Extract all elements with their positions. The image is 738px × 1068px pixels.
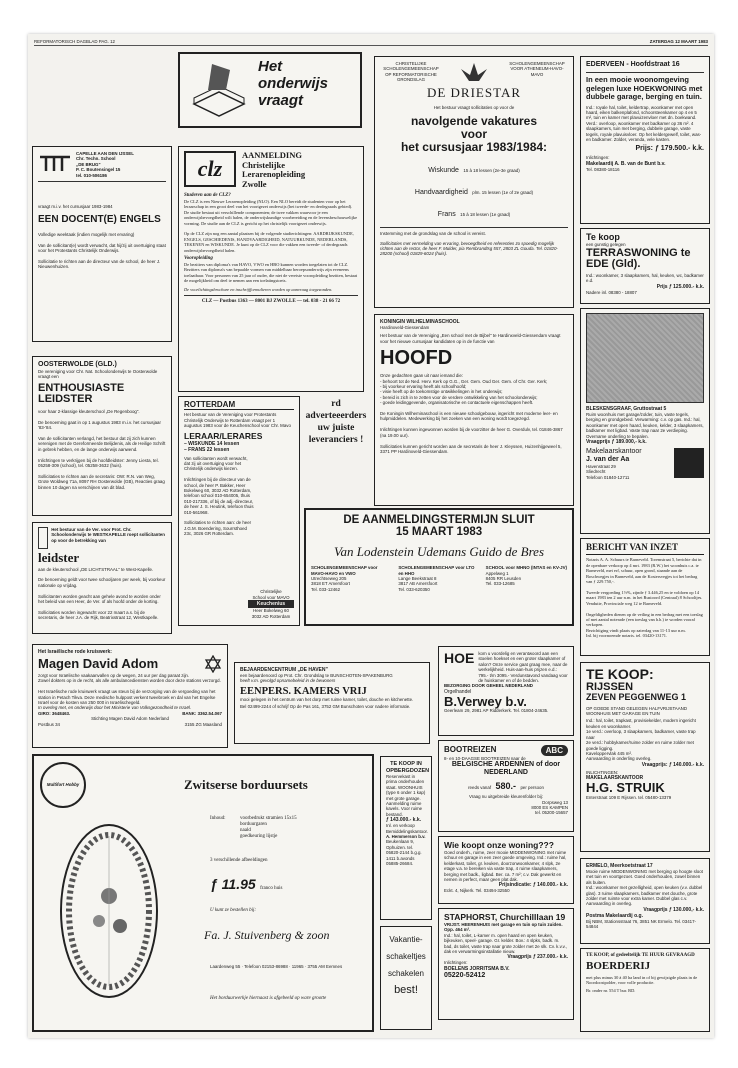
vacancy-frans: Frans bbox=[437, 211, 456, 219]
clz-sub2: Vooropleiding bbox=[184, 256, 213, 262]
rijssen-place: RIJSSEN bbox=[586, 680, 634, 693]
adverteerders-text: rd adverteeerders uw juiste leveranciers ! bbox=[305, 399, 367, 445]
onderwijs-title: Het onderwijs vraagt bbox=[258, 58, 329, 109]
rijssen-price: Vraagprijs: ƒ 140.000.- k.k. bbox=[641, 761, 704, 768]
driestar-logo: DE DRIESTAR bbox=[426, 85, 522, 100]
multifort-inhoud: voorbedrukt stramien 15x15 borduurgaren naald goedkeuring lijstje bbox=[240, 816, 297, 839]
staphorst-body: Ind.: hal, toilet, L-kamer m. open haard en open keuken, bijkeuken, speel- garage. Gr. kelder. Bov.: 4 slpks, badk. m. bad, ds toilet, vaste trap naar grote zolder met 2e slk. Cv. k.v.v., dak en verwarmingsinstallatie nieuw. bbox=[444, 932, 567, 954]
adverteerders-filler bbox=[304, 398, 368, 498]
haven-body: mooi gelegen in het centrum van het dorp met ruime kamer, toilet, douche en kitchenette. bbox=[240, 696, 414, 702]
bleskensgraaf-address: Havenstraat 29 Sliedrecht Telefoon 01840-12711 bbox=[586, 464, 630, 480]
clz-sub: Studeren aan de CLZ? bbox=[184, 193, 231, 198]
ermelo-body: Mooie ruime MIDDENWONING met berging op hoogte sloot met tuin en voortgezoet. Goed onderhouden, zowel binnen als buiten. Ind.: woonkamer met gezelligheid, open keuken (v.v. dubbel glas). 3 ruime slaapkamers, badkamer met douche, grote zolder met ruimte voor extra kamer. Dubbel glas c.v. Aanvaarding in overleg. bbox=[586, 869, 703, 907]
magen-headline: Magen David Adom bbox=[38, 656, 159, 672]
book-illustration bbox=[190, 60, 248, 118]
wie-koopt-body: Goed onderh., ruime, zeer mooie MIDDENWONING met ruime schuur en garage in een zeer goede omgeving. Ind.: ruime hal, kelderkast, toilet, gr. keuken, doorzonwoonkamer, 4 slpk, 2e etage v.a. te bereiken via vaste trap, 4 ruime slaapkamers, berging met badk., ligbad. Ber. ca. 7 m²; c.v. Dak gewerkt en nemen in perfect, maar geen plat dak. bbox=[444, 849, 567, 882]
terras-body: Ind.: woonkamer, 3 slaapkamers, hal, keuken, wc, badkamer e.d. bbox=[586, 272, 704, 284]
header-left: REFORMATORISCH DAGBLAD PAG. 12 bbox=[34, 39, 115, 44]
driestar-intro: Het bestuur vraagt sollicitaties op voor de bbox=[433, 105, 515, 110]
staphorst-contact: BOELENS JORRITSMA B.V. bbox=[444, 965, 510, 972]
multifort-addr: Laardenweg 55 · Telefoon 02153-86988 · 11965 · 3755 AM Eemnes bbox=[210, 964, 343, 969]
ederveen-place: EDERVEEN - Hoofdstraat 16 bbox=[586, 61, 680, 68]
haven-has: heeft v.m. gevolgd opnamebeleid in de bewoners bbox=[240, 678, 336, 684]
wilhelmina-intro: Het bestuur van de Vereniging „Een school met de Bijbel" te Hardinxveld-Giessendam vraagt voor het nieuwe cursusjaar kandidaten op in de functie van bbox=[380, 333, 561, 344]
bootreizen-note: Vraag nu uitgebreide kleurenfolder bij: bbox=[468, 794, 544, 800]
rotterdam-ad bbox=[178, 396, 300, 626]
verwey-addr: Geerleam 29, 2981 AP Ridderkerk. Tel. 01804-24635. bbox=[444, 708, 549, 714]
staphorst-contact-label: Inlichtingen: bbox=[444, 960, 468, 966]
bleskensgraaf-price: Vraagprijs ƒ 189.000,- k.k. bbox=[586, 439, 647, 446]
driestar-vacancies: Wiskunde 15 à 18 lessen (2e-3e graad) Handvaardigheid plm. 15 lessen (1e of 2e graad) Frans 15 à 18 lessen (1e graad) bbox=[414, 167, 534, 219]
staphorst-tel: 05220-52412 bbox=[444, 971, 486, 979]
rijssen-address: ZEVEN PEGGENWEG 1 bbox=[586, 692, 687, 703]
book-icon bbox=[190, 60, 248, 118]
lodenstein-ad bbox=[304, 508, 574, 626]
leidster-headline: leidster bbox=[38, 550, 80, 565]
aanmelding-script: Van Lodenstein Udemans Guido de Bres bbox=[333, 544, 545, 560]
verwey-ad bbox=[438, 646, 574, 736]
multifort-signature: Fa. J. Stuivenberg & zoon bbox=[204, 928, 330, 942]
capelle-body: Volledige weektaak (indien mogelijk met ervaring) Van de sollicitant(e) wordt verwacht, dat hij/zij uit overtuiging staat voor het Protestants Christelijk Onderwijs. Sollicitatie te richten aan de directeur van de school, de heer J. Nieuwenhuizen. bbox=[38, 231, 166, 270]
capelle-intro: vraagt m.i.v. het cursusjaar 1983-1984 bbox=[38, 204, 113, 210]
wilhelmina-ad bbox=[374, 314, 574, 506]
clz-header bbox=[184, 151, 358, 189]
vacancy-handvaardigheid: Handvaardigheid bbox=[414, 189, 468, 197]
vakantie-ad bbox=[380, 926, 432, 1030]
boerderij-headline: BOERDERIJ bbox=[586, 960, 651, 972]
boerderij-intro: TE KOOP, of gedeeltelijk TE HUUR GEVRAAGD bbox=[586, 953, 695, 958]
oosterwolde-headline: ENTHOUSIASTE LEIDSTER bbox=[38, 381, 125, 406]
bleskensgraaf-agency-1: Makelaarskantoor bbox=[586, 448, 642, 456]
rijssen-body: Ind.: hal, toilet, trapkast, provisiekelder, modern ingericht keuken en woonkamer. 1e verd.: overloop, 3 slaapkamers, badkamer, vaste trap naar 2e verd.: hobbykamer/ruime zolder en ruime zolder met goede ligging. Kaveloppervlak 445 m². Aanvaarding in onderling overleg. bbox=[586, 718, 696, 762]
vakantie-text: Vakantie- schakeltjes schakelen best! bbox=[386, 935, 426, 996]
clz-ad bbox=[178, 146, 364, 392]
aanmelding-date: 15 MAART 1983 bbox=[395, 526, 483, 539]
haven-tel: Bel 02499-2244 of schrijf Op de Pas 161, 3752 GM Bunschoten voor nadere informatie. bbox=[240, 704, 411, 710]
multifort-logo: Multifort Hobby bbox=[40, 762, 86, 808]
staphorst-price: Vraagprijs ƒ 237.000.- k.k. bbox=[507, 954, 568, 961]
leidster-ad bbox=[32, 522, 172, 634]
rotterdam-line-1: – WISKUNDE 14 lessen bbox=[184, 440, 240, 447]
opbergdozen-price: ƒ 143.000.- k.k. bbox=[386, 817, 422, 824]
ederveen-headline: In een mooie woonomgeving gelegen luxe HOEKWONING met dubbele garage, berging en tuin. bbox=[586, 75, 703, 101]
multifort-count: 3 verschillende afbeeldingen bbox=[210, 858, 268, 863]
wie-koopt-price: Prijsindicatie: ƒ 140.000.- k.k. bbox=[498, 882, 568, 889]
terras-headline: TERRASWONING te EDE (Gld). bbox=[586, 246, 691, 271]
driestar-schools-right: SCHOLENGEMEENSCHAP VOOR ATHENEUM-HAVO-MAVO bbox=[509, 61, 565, 77]
house-photo bbox=[586, 313, 704, 403]
agency-logo-icon bbox=[674, 448, 704, 478]
onderwijs-vraagt-banner bbox=[178, 52, 362, 128]
oosterwolde-body: voor haar 2-klassige kleuterschool „De Regenboog". De benoeming gaat in op 1 augustus 1983 m.i.v. het cursusjaar '83-'84. Van de sollicitanten verlangd, het bestuur dat zij zich kunnen verenigen met de Gereformeerde Belijdenis, als de Heilige Schrift in gebrek hebben, en de lange onderwijs aanwend. Inlichtingen te verkrijgen bij de hoofdleidster: Jenny Liesta, tel. 05258-309 (school), tel. 05258-3632 (huis). Sollicitaties te richten aan de secretaris: OW: R.N. van Weg, Grote Woldweg 71a, 8097 RH Oosterwolde (GB), Reacties graag binnen 10 dagen na verschijnen van dit blad. bbox=[38, 408, 166, 490]
terras-tel: Nadere inl. 08380 - 18807 bbox=[586, 289, 637, 295]
verwey-headline: HOE bbox=[444, 650, 475, 666]
boerderij-ad bbox=[580, 948, 710, 1032]
clz-logo: clz bbox=[184, 151, 236, 187]
bericht-headline: BERICHT VAN INZET bbox=[586, 543, 704, 555]
school-1: SCHOLENGEMEENSCHAP voor MAVO-HAVO en VWO Utrechtseweg 205 3818 ET Amersfoort Tel. 033-12462 bbox=[311, 565, 378, 592]
driestar-headline-1: navolgende vakatures bbox=[410, 114, 538, 129]
aanmelding-schools bbox=[311, 565, 567, 592]
driestar-schools-left: CHRISTELIJKE SCHOLENGEMEENSCHAP OP REFORMATORISCHE GRONDSLAG bbox=[383, 61, 439, 83]
bootreizen-price: 580.- bbox=[495, 781, 517, 792]
bericht-body: Notaris A. A. Schuurs te Barneveld. Toremstraat 5, berichte dat in de openbare verkoop op 4 mrt. 1983 (R.W.) het woonhuis c.a. te Barneveld, met erf, schuur, open grond, staande aan de Boschwegjes in Barneveld, aan de Kostersvegjes tot het bedrag van ƒ 229.750,-. Tweede vergoeding 1½%, zijnde ƒ 3.446,25 en te voldoen op 14 maart 1983 ten 2 uur n.m. in het Rustoord (Centraal) 8 Schooltjes. Vendutie, Provinciale weg 12 te Barneveld. Ongeldigheden dienen op de veiling in een bedrag met een toeslag of met aantal noterade (een toeslag van h.h.) te worden vooraf verkopen. Bezichtiging vindt plaats op zaterdag van 11-13 uur n.m. Inl. bij voornoemde notaris. tel. 03420-13171. bbox=[586, 557, 703, 639]
embroidery-illustration bbox=[54, 816, 164, 1006]
capelle-ad bbox=[32, 146, 172, 342]
keuchenius-address: Heer Bokelweg 60 3032 AD Rotterdam bbox=[251, 608, 291, 619]
vacancy-wiskunde: Wiskunde bbox=[428, 167, 459, 175]
ederveen-body: Ind.: royale hal, toilet, keldertrap, woonkamer met open haard, eiken balkenplafond, schoorsteenkamer op 4 en 5 m², tuin en kamer met plavuizenvloer met dn. boekwand. Verd.: overloop, woonkamer met badkamer op 36 m². 4 slaapkamers, tuin met berging, dubbele garage, vaste tegels, royale plavuisvloer. Op het keldergewelf, toilet, was- en badkamer. Zolder, veranda, vele kasten. bbox=[586, 104, 702, 142]
bleskensgraaf-agency-block bbox=[586, 448, 704, 480]
header-right: ZATERDAG 12 MAART 1983 bbox=[649, 39, 708, 44]
driestar-headline-3: het cursusjaar 1983/1984: bbox=[400, 139, 548, 154]
wilhelmina-place: Hardinxveld-Giessendam bbox=[380, 325, 430, 330]
driestar-footer-2: Sollicitaties met vermelding van ervaring, bevoegdheid en referenties zo spoedig mogelijk richten aan de rector, de heer F. Mulder, pia Rembrandtsg 557, 2803 ZL Gouda. Tel. 01820-28200 (school) 01829-6024 (huis). bbox=[380, 240, 558, 257]
rijssen-contact-label: INLICHTINGEN: bbox=[586, 769, 619, 775]
star-of-david-icon bbox=[204, 655, 222, 673]
haven-title: BEJAARDENCENTRUM „DE HAVEN" bbox=[240, 667, 328, 673]
ederveen-tel: Tel. 08380-18116 bbox=[586, 166, 620, 172]
clz-footer: CLZ — Postbus 1363 — 8001 BJ ZWOLLE — tel. 038 - 21 66 72 bbox=[201, 299, 341, 305]
rotterdam-city: ROTTERDAM bbox=[184, 401, 294, 410]
driestar-ad bbox=[374, 56, 574, 308]
wilhelmina-headline: HOOFD bbox=[380, 347, 453, 370]
rijssen-agency: H.G. STRUIK bbox=[586, 780, 665, 796]
oosterwolde-intro: De vereniging voor Chr. Nat. Schoolonderwijs te Oosterwolde vraagt een bbox=[38, 369, 158, 380]
opbergdozen-headline: TE KOOP IN OPBERGDOZEN bbox=[386, 761, 430, 774]
clz-title: AANMELDING Christelijke Lerarenopleiding Zwolle bbox=[242, 150, 306, 189]
ederveen-contact: Makelaardij A. B. van de Bunt b.v. bbox=[586, 160, 666, 167]
boerderij-body: met plus minus 30 à 40 ha land in of bij gewijzigde plaats in de Noordoostpolder, voor volle productie. bbox=[586, 974, 698, 985]
capelle-headline: EEN DOCENT(E) ENGELS bbox=[38, 214, 161, 226]
staphorst-headline: STAPHORST, Churchilllaan 19 bbox=[444, 912, 566, 922]
rijssen-ad bbox=[580, 662, 710, 852]
rijssen-addr: Enterstraat 109 E Rijssen. tel. 05480-13379 bbox=[586, 794, 672, 800]
multifort-price-block: ƒ 11.95 franco huis bbox=[210, 876, 283, 892]
rotterdam-line-2: – FRANS 22 lessen bbox=[184, 446, 230, 453]
bootreizen-logo: ABC bbox=[541, 745, 568, 756]
ermelo-price: Vraagprijs ƒ 130.000,- k.k. bbox=[643, 906, 704, 913]
rijssen-tag: TE KOOP: bbox=[586, 666, 654, 682]
keuchenius-block bbox=[248, 589, 294, 619]
clz-body: De CLZ is een Nieuwe Lerarenopleiding (NLO). Een NLO bereidt de studenten voor op het leraarschap in een groot deel van het voortgezet onderwijs (het tweede- en derdegraads gebied). De studie bestaat uit verschillende componenten; de twee vakken waarvoor je een onderwijsbevoegdheid wilt halen, de onderwijskundige voorbereiding en de levensbeschouwelijke vorming. De studie aan de CLZ is gericht op het christelijk voortgezet onderwijs. Op de CLZ zijn nog een aantal plaatsen bij de volgende studierichtingen: AARDRIJKSKUNDE, ENGELS, GESCHIEDENIS, HANDVAARDIGHEID, NATUURKUNDE, NEDERLANDS, TEKENEN en WISKUNDE. Je kunt op de CLZ voor die vakken een tweede- of derdegraads onderwijsbevoegdheid halen. bbox=[184, 199, 358, 253]
magen-david-ad: Het Israëlische rode kruiswerk: Magen David Adom zorgt voor Israëlische vaakaanvallen op de wegen, 24 uur per dag paraat zijn. Zowel dokters op in de recht, als alle ambulancediensten worden door deze stations verzorgd. Het Israëlische rode kruiswerk vraagt uw steun bij de verzorging van de vergoeding van het station in Petach Tikva. Deze medische hulppost verkent tweebroek en dal van het Engelse Israël voor de kosten van 250 000 in Israëlischegeld. In overleg met, en onderwijs door het Ministerie van Volksgezondheid te Israël. GIRO: 3648463. BANK: 3362.54.067 Stichting Magen David Adom Nederland Postbus 34 3155 ZG Maasland bbox=[32, 644, 228, 748]
school-2: SCHOLENGEMEENSCHAP voor LTO en HHO Lange Beekstraat 8 3817 AB Amersfoort Tel. 033-620350 bbox=[398, 565, 475, 592]
haven-headline: EENPERS. KAMERS VRIJ bbox=[240, 685, 367, 697]
wilhelmina-school: KONINGIN WILHELMINASCHOOL bbox=[380, 319, 460, 325]
ederveen-price: Prijs: ƒ 179.500.- k.k. bbox=[635, 145, 704, 153]
bridge-logo-icon bbox=[38, 151, 72, 173]
bootreizen-headline: BOOTREIZEN bbox=[444, 745, 497, 755]
ederveen-ad bbox=[580, 56, 710, 224]
oosterwolde-place: OOSTERWOLDE (GLD.) bbox=[38, 361, 117, 368]
magen-intro: Het Israëlische rode kruiswerk: bbox=[38, 649, 112, 655]
staphorst-ad bbox=[438, 908, 574, 1020]
wie-koopt-ad bbox=[438, 836, 574, 904]
rijssen-sub: OP GOEDE STAND GELEGEN HALFVRIJSTAAND WOONHUIS MET GARAGE EN TUIN bbox=[586, 705, 688, 717]
verwey-name: B.Verwey b.v. bbox=[444, 693, 527, 709]
ermelo-contact: Postma Makelaardij o.g. bbox=[586, 912, 643, 919]
driestar-header bbox=[380, 61, 568, 83]
leidster-body: aan de kleuterschool „DE LICHTSTRAAL" te West-Kapelle. De benoeming geldt voor twee schooljaren per week, bij voorkeur nationale op vrijdag. Sollicitanten worden geacht aan gehele avond te worden onder het beleid van een Heer, de Ver. of als hoofd onder de korting. Sollicitaties worden ingewacht voor 22 maart a.s. bij de secretaris, de heer J.A. de Rijk, Beatrixstraat 12, Westkapelle. bbox=[38, 566, 166, 621]
opbergdozen-addr: Beukenlaan 9, Ophuizen. tel. 05820-2144 b.g.g. 1411 b.avonds 05885-26684. bbox=[386, 839, 422, 867]
magen-body: zorgt voor Israëlische vaakaanvallen op de wegen, 24 uur per dag paraat zijn. Zowel dokters op in de recht, als alle ambulancediensten worden door deze stations verzorgd. Het Israëlische rode kruiswerk vraagt uw steun bij de verzorging van de vergoeding van het station in Petach Tikva. Deze medische hulppost verkent tweebroek en dal van het Engelse Israël voor de kosten van 250 000 in Israëlischegeld. bbox=[38, 673, 221, 706]
wie-koopt-addr: Eckt. 4, Nijkerk. Tel. 03494-32550 bbox=[444, 888, 510, 894]
bericht-ad bbox=[580, 538, 710, 656]
opbergdozen-ad bbox=[380, 756, 432, 920]
haven-sub: een bejaardenoord op Prot. Chr. Grondslag te BUNSCHOTEN-SPAKENBURG bbox=[240, 673, 393, 678]
multifort-note: Het borduurwerkje hiernaast is afgebeeld op ware grootte bbox=[210, 996, 327, 1001]
ermelo-ad bbox=[580, 858, 710, 944]
multifort-price: ƒ 11.95 bbox=[210, 876, 256, 892]
verwey-note: BEZORGING DOOR GEHEEL NEDERLAND bbox=[444, 683, 533, 689]
capelle-school-info: CAPELLE AAN DEN IJSSEL Chr. Techn. School „DE BRUG" P. C. Boutensingel 15 tel. 010-506186 bbox=[76, 151, 134, 178]
boerderij-addr: Br. onder nr. 554 T bur. RD. bbox=[586, 988, 636, 994]
newspaper-page bbox=[28, 34, 714, 1038]
terras-sub: een gunstig gelegen bbox=[586, 242, 626, 248]
school-3: SCHOOL voor MHNO (INTAS en KV-JV) Appelweg 1 8405 RR Leusden Tel. 033-12685 bbox=[485, 565, 567, 587]
opbergdozen-contact: Inl. en verkoop Bemiddelingskantoor. bbox=[386, 823, 428, 834]
terras-price: Prijs ƒ 125.000.- k.k. bbox=[656, 283, 704, 290]
westkapelle-crest-icon bbox=[38, 527, 48, 549]
bleskensgraaf-agency-2: J. van der Aa bbox=[586, 456, 630, 464]
rotterdam-body: Van sollicitanten wordt verwacht, dat zij uit overtuiging voor het Christelijk onderwijs kiezen. Inlichtingen bij de directeur van de school, de heer P. Bakker, Heer Bokelweg 60, 3032 AD Rotterdam, telefoon school 010-654005, thuis 010-217336, of bij de adj.-directeur, de heer J. S. Heutink, telefoon thuis 010-561968. Sollicitaties te richten aan: de heer J.G.M. Boendering, Sourrsthoed 23c, 3026 GR Rotterdam. bbox=[184, 455, 254, 537]
multifort-inhoud-label: Inhoud: bbox=[210, 816, 226, 821]
magen-bank: GIRO: 3648463. BANK: 3362.54.067 bbox=[38, 710, 222, 716]
capelle-header bbox=[38, 151, 166, 178]
opbergdozen-body: Reservekast in prima onderhouden staat. WOONHUIS (type 6 onder 1 kap) met grote garage. Aanmelding ruime kavels. Voor ruime bestand. bbox=[386, 774, 426, 817]
rotterdam-intro: Het bestuur van de Vereniging voor Protestants Christelijk Onderwijs te Rotterdam vraagt per 1 augustus 1983 voor de Keuchenschool voor Chr. Mavo bbox=[184, 412, 291, 429]
ermelo-headline: ERMELO, Meerkoetstraat 17 bbox=[586, 863, 653, 869]
multifort-headline: Zwitserse borduursets bbox=[184, 777, 308, 792]
aanmelding-headline: DE AANMELDINGSTERMIJN SLUIT bbox=[343, 514, 535, 526]
embroidery-wreath-icon bbox=[54, 816, 164, 1006]
staphorst-sub: VRIJST. HEERENHUIS met garage en tuin op tuin zuiden. Opp. 464 m². bbox=[444, 921, 563, 933]
ermelo-addr: Bij NBM, Stationsstraat 76, 3851 NK Ermelo. Tel. 03417-54844 bbox=[586, 918, 696, 930]
driestar-headline-2: voor bbox=[460, 127, 487, 141]
bleskensgraaf-place: BLESKENSGRAAF, Gruttostraat 5 bbox=[586, 406, 667, 412]
haven-ad bbox=[234, 662, 430, 744]
bootreizen-footer: Dorpsweg 13 8000 ES KAMPEN tel. 05200-15657 bbox=[531, 799, 568, 816]
rotterdam-headline: LERAAR/LERARES bbox=[184, 430, 263, 441]
bootreizen-ad: BOOTREIZEN ABC 8- en 10-DAAGSE BOOTREIZEN naar de BELGISCHE ARDENNEN of door NEDERLAND reeds vanaf 580.- per persoon Vraag nu uitgebreide kleurenfolder bij: Dorpsweg 13 8000 ES KAMPEN tel. 05200-15657 bbox=[438, 740, 574, 832]
terras-tag: Te koop bbox=[586, 232, 620, 242]
page-header bbox=[34, 38, 708, 46]
verwey-body: kom u voordelig en verantwoord aan een stoelen hoekset en een groter slaapkamer of salon? Onze service gaat graag mee, naar de werkelijkheid. Huis-aan-huis prijzen e.d.: 795.- t/m 3095.- Verdunstavond vandaag voor de huiskamer en of de bedden. bbox=[478, 651, 568, 684]
clz-note: De voorlichtingsbrochure en inschrijfformulieren worden op aanvraag toegezonden. bbox=[184, 286, 333, 292]
magen-note: In overleg met, en onderwijs door het Ministerie van Volksgezondheid te Israël. bbox=[38, 705, 192, 711]
clz-body2: De bezitters van diploma's van HAVO, VWO en HBO kunnen worden toegelaten tot de CLZ. Bezitters van diploma's van bepaalde vormen van middelbaar beroepsonderwijs zijn eveneens toelaatbaar. Voor personen van 25 jaar of ouder, die niet de vereiste vooropleiding bezitten, bestaat de mogelijkheid om deel te nemen aan een toelatingstoets. bbox=[184, 262, 358, 284]
leidster-intro: Het bestuur van de Ver. voor Prot. Chr. Schoolonderwijs te WESTKAPELLE roept sollicitanten op voor de betrekking van bbox=[51, 527, 165, 543]
terras-ad bbox=[580, 228, 710, 304]
bootreizen-line-1: 8- en 10-DAAGSE BOOTREIZEN naar de bbox=[444, 756, 526, 761]
keuchenius-logo: Keuchenius bbox=[248, 600, 294, 608]
opbergdozen-agency: A. Hemmerson b.v. bbox=[386, 834, 426, 840]
bleskensgraaf-ad bbox=[580, 308, 710, 534]
multifort-ad bbox=[32, 754, 374, 1032]
bleskensgraaf-body: Ruim woonhuis met garage/zolder, tuin, vaste tegels, berging en grondgebied. Verwarming: c.v. op gas. Ind.: hal, woonkamer met open haard, keuken, kelder, 3 slaapkamers, badkamer met ligbad. Vaste trap naar 2e verdieping. Overname onderling te bepalen. bbox=[586, 412, 704, 439]
keuchenius-school: Christelijke School voor MAVO bbox=[252, 589, 290, 600]
ederveen-contact-label: Inlichtingen: bbox=[586, 155, 610, 161]
bootreizen-headline-2: BELGISCHE ARDENNEN of door NEDERLAND bbox=[451, 761, 561, 776]
wie-koopt-headline: Wie koopt onze woning??? bbox=[444, 840, 554, 850]
wilhelmina-body: Onze gedachten gaan uit naar iemand die: - behoort tot de Ned. Herv. Kerk op G.G., Ger. Gem. Oud Ger. Gem. of Chr. Ger. Kerk; - bij voorkeur ervaring heeft als schoolhoofd; - visie heeft op de toekomstige ontwikkelingen in het onderwijs; - bereid is zich in te zetten voor de verdere ontwikkeling van het schoolonderwijs; - goede leidinggevende, organisatorische en contactuele eigenschappen heeft. De Koningin Wilheminaschool is een nieuwe schoolgebouw, ingericht met moderne leer- en hulpmiddelen. Medewerking bij het zoeken van een woning wordt toegezegd. Inlichtingen kunnen ingewonnen worden bij de voorzitter de heer G. Overdulv, tel. 01846-3867 (na 19.00 uur). Sollicitaties kunnen gericht worden aan de secretaris de heer J. Kleyssen, Huizenhijgeweel 5, 3371 PP Hardinxveld-Giessendam. bbox=[380, 373, 563, 454]
multifort-order: U kunt ze bestellen bij: bbox=[210, 908, 257, 913]
oosterwolde-ad bbox=[32, 356, 172, 516]
verwey-place: Orgelhandel bbox=[444, 688, 472, 695]
driestar-footer-1: Instemming met de grondslag van de school is vereist. bbox=[380, 231, 486, 237]
rijssen-agency-label: MAKELAARSKANTOOR bbox=[586, 775, 644, 782]
star-logo-icon bbox=[459, 61, 489, 83]
